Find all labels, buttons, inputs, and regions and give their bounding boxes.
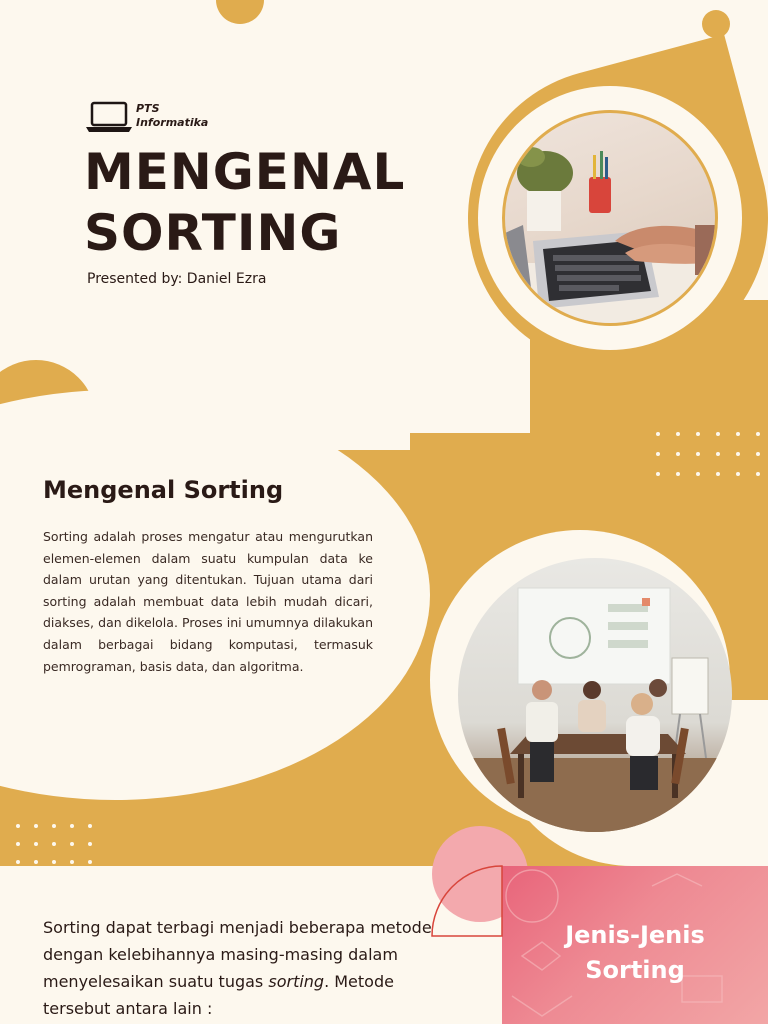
jenis-sorting-card [502,866,768,1024]
dot-grid-top-right [656,432,768,476]
small-circle-decor [702,10,730,38]
section-body: Sorting adalah proses mengatur atau mengurutkan elemen-elemen dalam suatu kumpulan data ke dalam urutan yang ditentukan. Tujuan utama dari sorting adalah membuat data lebih mudah dicari, diakses, dan dikelola. Proses ini umumnya dilakukan dalam berbagai bidang komputasi, termasuk pemrograman, basis data, dan algoritma. [43,529,373,674]
card-title-line2: Sorting [585,956,685,984]
photo-laptop [502,110,718,326]
top-circle-decor [216,0,264,24]
section-heading: Mengenal Sorting [43,476,284,504]
intro-part2: . Metode tersebut antara lain : [43,972,394,1018]
laptop-scene-illustration [505,113,718,326]
dot-grid-bottom-left [16,824,106,864]
intro-paragraph [43,914,438,1022]
brand-line1: PTS [136,102,160,115]
presenter-text: Presented by: Daniel Ezra [87,271,267,287]
brand-line2: Informatika [136,116,209,129]
intro-emphasis: sorting [268,972,325,991]
card-title [502,918,768,988]
card-title-line1: Jenis-Jenis [565,921,705,949]
laptop-icon [86,100,134,134]
intro-part1: Sorting dapat terbagi menjadi beberapa metode dengan kelebihannya masing-masing dalam menyelesaikan suatu tugas [43,918,432,991]
title-line1: MENGENAL [84,143,406,201]
photo-laptop-frame [478,86,742,350]
photo-meeting [458,558,732,832]
brand-logo [86,100,216,134]
title-line2: SORTING [84,204,342,262]
section-blob-top [0,410,410,450]
meeting-scene-illustration [458,558,732,832]
page-title [84,142,405,264]
quarter-circle-outline-decor [430,864,510,944]
